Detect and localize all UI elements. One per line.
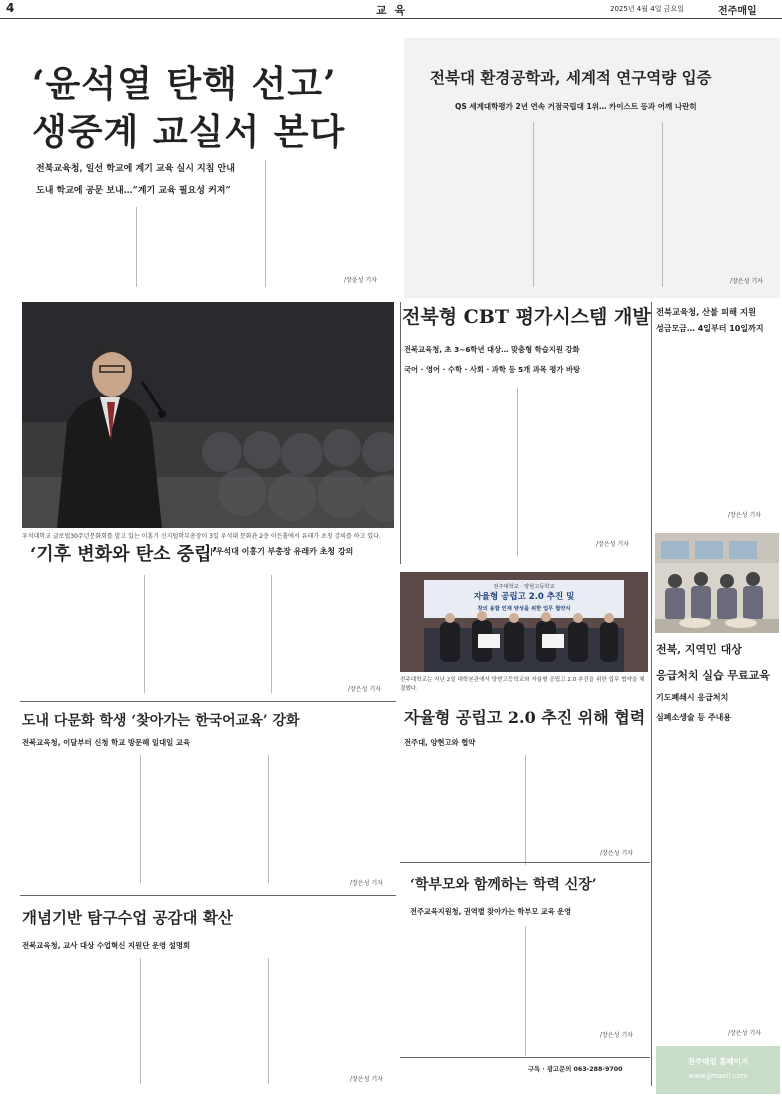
column-divider [400,302,401,564]
parents-article-title: ‘학부모와 함께하는 학력 신장’ [410,877,597,893]
column-divider [268,958,269,1084]
jeonju-article-byline: /장은성 기자 [600,850,633,857]
column-divider [140,755,141,883]
side-article-subhead: 성금모금… 4일부터 10일까지 [656,324,764,333]
footer-rule [400,1057,650,1058]
climate-article-subtitle: | 우석대 이홍기 부총장 유래카 초청 강의 [210,547,354,556]
main-headline-line1: ‘윤석열 탄핵 선고’ [32,63,337,105]
photo-banner-line3: 창의 융합 인재 양성을 위한 업무 협약식 [477,606,571,612]
side2-article-title-1: 전북, 지역민 대상 [656,643,742,656]
column-divider [662,122,663,287]
section-name: 교 육 [376,4,408,17]
climate-article-title: ‘기후 변화와 탄소 중립’ [30,544,218,565]
section-rule [20,895,396,896]
main-subheadline-2: 도내 학교에 공문 보내…“계기 교육 필요성 커져” [36,186,231,196]
footer-contact: 구독 · 광고문의 063-288-9700 [528,1066,623,1073]
column-divider [136,207,137,287]
column-divider [651,302,652,528]
cbt-article-title: 전북형 CBT 평가시스템 개발 [402,306,651,328]
column-divider [265,160,266,287]
column-divider [651,528,652,1086]
side2-article-subhead-1: 기도폐쇄시 응급처치 [656,693,729,702]
first-aid-photo [655,533,779,633]
korean-article-byline: /장은성 기자 [350,880,383,887]
homepage-box[interactable] [656,1046,780,1094]
inquiry-article-title: 개념기반 탐구수업 공감대 확산 [22,908,233,927]
cbt-article-subhead-2: 국어 · 영어 · 수학 · 사회 · 과학 등 5개 과목 평가 바탕 [404,365,581,374]
photo-banner-line1: 전주대학교 · 양현고등학교 [493,584,555,590]
issue-date: 2025년 4월 4일 금요일 [610,5,684,13]
korean-article-subhead: 전북교육청, 이달부터 신청 학교 방문해 일대일 교육 [22,738,191,747]
column-divider [268,755,269,883]
parents-article-subhead: 전주교육지원청, 권역별 찾아가는 학부모 교육 운영 [410,907,572,916]
qs-article-title: 전북대 환경공학과, 세계적 연구역량 입증 [430,68,712,87]
cbt-article-subhead-1: 전북교육청, 초 3~6학년 대상… 맞춤형 학습지원 강화 [404,345,580,354]
main-subheadline-1: 전북교육청, 일선 학교에 계기 교육 실시 지침 안내 [36,164,235,174]
lecture-photo-caption: 우석대학교 글로벌30주년문화회를 맡고 있는 이홍기 신지털학부총장이 3일 우석대 문화관 2층 이든홀에서 유래가 초청 강의를 하고 있다. [22,533,381,540]
column-divider [144,575,145,693]
side2-article-subhead-2: 심폐소생술 등 주내용 [656,713,732,722]
korean-article-title: 도내 다문화 학생 ‘찾아가는 한국어교육’ 강화 [22,713,300,729]
inquiry-article-subhead: 전북교육청, 교사 대상 수업혁신 지원단 운영 설명회 [22,941,191,950]
column-divider [533,122,534,287]
jeonju-article-subhead: 전주대, 양현고와 협약 [404,738,476,747]
lecture-photo-image [22,302,394,528]
main-headline-line2: 생중계 교실서 본다 [32,111,346,153]
side2-article-title-2: 응급처치 실습 무료교육 [656,669,770,682]
column-divider [525,926,526,1056]
cbt-article-byline: /장은성 기자 [596,541,629,548]
first-aid-photo-image [655,533,779,633]
photo-banner-line2: 자율형 공립고 2.0 추진 및 [473,592,575,602]
agreement-photo-caption: 전주대학교는 지난 2일 대학본관에서 양현고등학교와 자율형 공립고 2.0 추진을 위한 업무 협약을 체결했다. [400,677,645,692]
side2-article-byline: /장은성 기자 [728,1030,761,1037]
parents-article-byline: /장은성 기자 [600,1032,633,1039]
section-rule [20,701,396,702]
qs-article-subtitle: QS 세계대학평가 2년 연속 거점국립대 1위… 카이스트 등과 어깨 나란히 [455,102,697,111]
main-body-col1 [26,207,136,287]
main-byline: /장윤성 기자 [344,277,377,284]
homepage-url[interactable]: www.jjmaeil.com [688,1072,748,1080]
agreement-photo [400,572,648,672]
side-article-title: 전북교육청, 산불 피해 지원 [656,307,756,317]
page-number: 4 [6,1,15,15]
section-rule [400,862,650,863]
column-divider [140,958,141,1084]
column-divider [517,388,518,556]
page-header [0,0,782,19]
inquiry-article-byline: /장은성 기자 [350,1076,383,1083]
climate-article-byline: /장은성 기자 [348,686,381,693]
newspaper-name: 전주매일 [718,6,757,17]
lecture-photo [22,302,394,528]
jeonju-article-title: 자율형 공립고 2.0 추진 위해 협력 [404,708,646,727]
side-article-byline: /장은성 기자 [728,512,761,519]
qs-article-byline: /장은성 기자 [730,278,763,285]
homepage-label: 전주매일 홈페이지 [687,1057,749,1066]
column-divider [271,575,272,693]
column-divider [525,755,526,865]
